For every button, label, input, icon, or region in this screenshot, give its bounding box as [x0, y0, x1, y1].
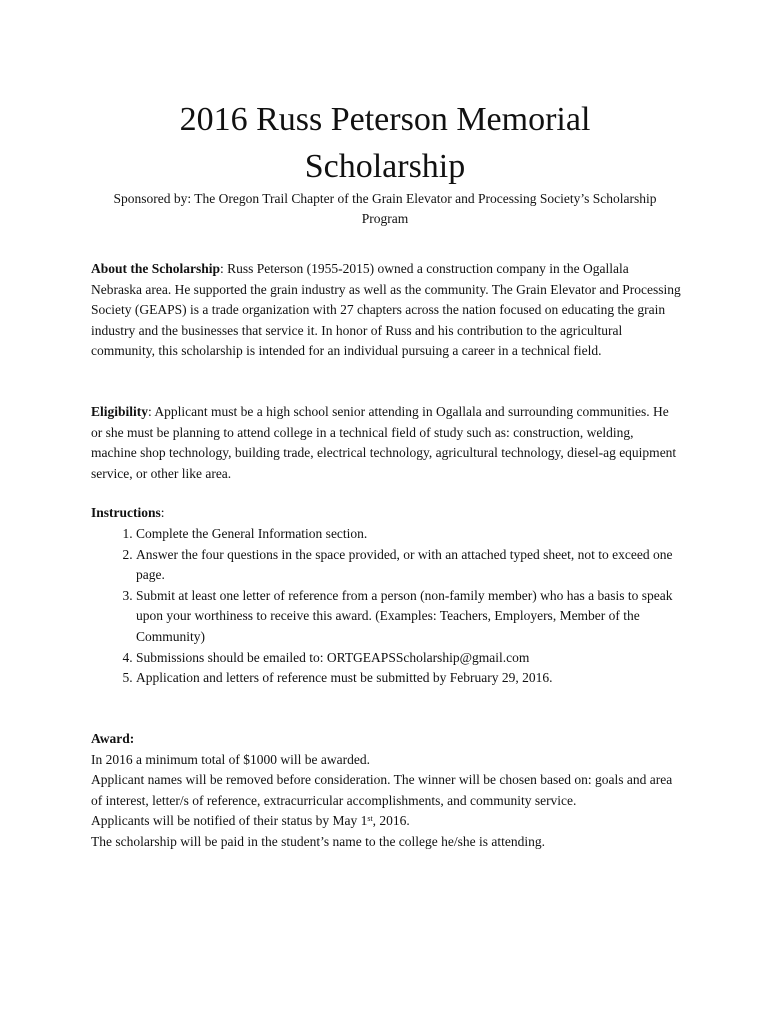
instructions-list: [91, 524, 681, 689]
about-label: About the Scholarship: [91, 261, 221, 276]
sponsor-line: Sponsored by: The Oregon Trail Chapter of the Grain Elevator and Processing Society’s Scholarship Program: [113, 191, 657, 226]
award-line-3-year: , 2016.: [372, 813, 410, 829]
instruction-item: 3. Submit at least one letter of reference from a person (non-family member) who has a basis to speak upon your worthiness to receive this award. (Examples: Teachers, Employers, Member of the Community): [136, 586, 681, 648]
title-line-2: Scholarship: [304, 148, 466, 185]
award-line-1: In 2016 a minimum total of $1000 will be awarded.: [91, 751, 370, 767]
instructions-label: Instructions: [91, 505, 161, 520]
eligibility-section: [91, 402, 681, 484]
about-section: [91, 259, 681, 362]
award-line-3-text: Applicants will be notified of their status by May 1: [91, 813, 368, 829]
instruction-item: 1. Complete the General Information section.: [136, 524, 681, 545]
instructions-colon: :: [160, 505, 165, 520]
ordinal-suffix: st: [367, 814, 373, 824]
instruction-item: 5. Application and letters of reference must be submitted by February 29, 2016.: [136, 668, 681, 689]
award-line-2: Applicant names will be removed before consideration. The winner will be chosen based on: goals and area of interest, letter/s of reference, extracurricular accomplishments, and community service.: [91, 772, 673, 808]
about-text: : Russ Peterson (1955-2015) owned a construction company in the Ogallala Nebraska area. He supported the grain industry as well as the community. The Grain Elevator and Processing Society (GEAPS) is a trade organization with 27 chapters across the nation focused on educating the grain industry and the businesses that service it. In honor of Russ and his contribution to the agricultural community, this scholarship is intended for an individual pursuing a career in a technical field.: [91, 261, 681, 359]
award-line-4: The scholarship will be paid in the student’s name to the college he/she is attending.: [91, 833, 546, 849]
award-section: [91, 729, 681, 853]
eligibility-label: Eligibility: [91, 404, 149, 419]
eligibility-text: : Applicant must be a high school senior attending in Ogallala and surrounding communities. He or she must be planning to attend college in a technical field of study such as: construction, welding, machine shop technology, building trade, electrical technology, agricultural technology, diesel-ag equipment service, or other like area.: [91, 404, 677, 481]
award-label: Award:: [91, 731, 135, 746]
award-line-3: [91, 811, 681, 832]
title-line-1: 2016 Russ Peterson Memorial: [179, 101, 591, 138]
instruction-item: 2. Answer the four questions in the space provided, or with an attached typed sheet, not to exceed one page.: [136, 545, 681, 586]
document-title: [90, 96, 680, 190]
instruction-item: 4. Submissions should be emailed to: ORTGEAPSScholarship@gmail.com: [136, 648, 681, 669]
instructions-heading: [91, 503, 681, 524]
